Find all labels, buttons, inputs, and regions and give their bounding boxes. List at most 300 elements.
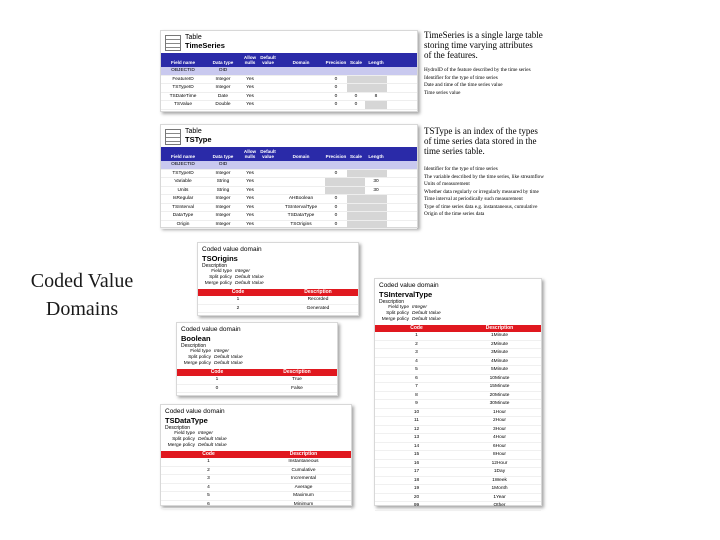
domain-value-row [375,485,541,494]
table-row [161,84,417,93]
description-cell: Cumulative [291,467,316,473]
description-heading-line: of the features. [424,50,478,60]
description-heading-line: time series table. [424,146,485,156]
property-value: Integer [412,305,427,310]
table-row [161,187,417,196]
property-value: Integer [214,349,229,354]
cell-precision: 0 [334,76,338,82]
table-row [161,161,417,170]
domain-property-merge-policy [177,361,337,367]
property-label: Merge policy [183,361,211,366]
cell-allow-nulls: Yes [246,187,254,193]
domain-value-row [375,366,541,375]
description-line: Units of measurement [424,181,470,187]
cell-allow-nulls: Yes [246,179,254,184]
cell-scale [347,204,365,212]
code-cell: 15 [413,452,420,457]
table-column-headers [161,53,417,67]
cell-default-value [259,93,277,101]
domain-value-row [375,417,541,426]
table-name: TimeSeries [185,41,225,50]
domain-value-row [375,400,541,409]
property-label: Split policy [209,275,232,280]
domain-value-row [375,460,541,469]
column-header-length: Length [368,60,384,65]
domain-value-row [375,341,541,350]
column-header-precision: Precision [325,60,347,65]
cell-default-value [259,212,277,220]
cell-length: 30 [373,187,379,193]
cell-precision: 0 [334,221,338,227]
domain-description-label: Description [181,343,207,349]
cell-scale: 0 [354,93,358,99]
table-row [161,101,417,110]
description-heading-line: storing time varying attributes [424,40,533,50]
table-card-timeseries [160,30,418,112]
description-cell: Maximum [293,493,314,498]
column-header-scale: Scale [349,154,362,159]
cell-length [365,212,387,220]
cell-precision: 0 [334,196,338,201]
property-label: Field type [190,349,211,354]
cell-default-value [259,221,277,229]
description-cell: Generated [306,305,330,311]
code-cell: 13 [413,435,420,440]
domain-value-row [375,451,541,460]
table-row [161,93,417,102]
domain-column-headers [375,325,541,332]
description-cell: 1Minute [490,333,509,338]
cell-data-type: Integer [215,213,231,218]
cell-default-value [259,187,277,195]
description-line: Time interval at periodically such measurement [424,196,523,202]
table-row [161,67,417,76]
cell-length [365,84,387,92]
table-kind: Table [185,128,202,135]
domain-card-tsdatatype [160,404,352,506]
cell-length: 8 [374,93,378,99]
property-value: Integer [235,269,250,274]
cell-field-name: TSTypeID [172,85,194,90]
code-cell: 2 [236,305,240,311]
domain-kind: Coded value domain [379,282,439,289]
table-row [161,170,417,179]
cell-scale [347,170,365,178]
column-header-description: Description [283,369,311,375]
domain-value-row [161,458,351,467]
table-name: TSType [185,135,212,144]
description-lines [424,166,564,219]
cell-scale [347,187,365,195]
column-header-description: Description [485,325,514,331]
cell-data-type: Double [215,102,231,107]
code-cell: 9 [415,401,418,406]
column-header-precision: Precision [325,154,347,159]
description-cell: 15Minute [489,384,510,389]
domain-description-label: Description [165,425,191,431]
cell-length [365,76,387,84]
cell-domain: TSOrigins [290,221,312,227]
cell-data-type: OID [218,68,228,73]
code-cell: 4 [207,484,210,490]
cell-length: 30 [373,179,379,184]
cell-allow-nulls: Yes [246,93,254,99]
description-cell: Recorded [307,297,329,302]
code-cell: 10 [413,409,420,415]
description-cell: 10Minute [489,375,510,381]
code-cell: 3 [207,476,210,481]
cell-field-name: TSValue [173,102,193,107]
table-icon [165,129,181,145]
cell-field-name: OBJECTID [171,68,195,73]
domain-value-row [375,426,541,435]
property-value: Default Value [235,275,264,280]
cell-domain: TSDataType [287,213,315,218]
cell-domain [277,76,325,84]
cell-allow-nulls: Yes [246,196,254,201]
description-line: Date and time of the time series value [424,82,503,88]
column-header-code: Code [231,289,245,295]
code-cell: 1 [215,377,219,382]
table-icon [165,35,181,51]
domain-value-row [177,376,337,385]
code-cell: 0 [215,385,219,391]
code-cell: 1 [415,333,418,338]
domain-value-row [375,494,541,503]
description-heading-line: TSType is an index of the types [424,126,538,136]
domain-value-row [375,468,541,477]
code-cell: 11 [414,418,419,423]
property-value: Default Value [198,443,227,448]
cell-scale [347,67,365,75]
cell-domain [277,93,325,101]
description-cell: 1Year [493,494,506,500]
table-row [161,178,417,187]
domain-property-merge-policy [161,443,351,449]
cell-domain [277,187,325,195]
cell-field-name: TSDateTime [169,93,197,99]
domain-value-row [375,392,541,401]
cell-precision: 0 [334,170,338,176]
table-row [161,221,417,230]
domain-kind: Coded value domain [202,246,262,253]
cell-field-name: Units [177,187,189,193]
column-header-default-value: Default value [260,55,276,65]
cell-default-value [259,84,277,92]
table-body [161,67,417,110]
description-cell: 12Hour [491,460,508,466]
domain-value-row [375,332,541,341]
code-cell: 5 [415,367,418,372]
domain-value-row [375,383,541,392]
description-cell: 3Hour [492,426,507,432]
domain-value-row [375,477,541,486]
code-cell: 14 [413,443,420,449]
table-row [161,195,417,204]
cell-field-name: DataType [172,213,194,218]
code-cell: 4 [415,358,418,364]
description-line: HydroID of the feature described by the time series [424,67,531,73]
column-header-code: Code [210,369,224,375]
cell-domain [277,161,325,169]
domain-value-row [177,385,337,394]
column-header-code: Code [202,451,215,457]
cell-scale [347,76,365,84]
cell-precision [325,178,347,186]
column-header-domain: Domain [292,154,310,159]
domain-value-row [161,501,351,510]
column-header-description: Description [304,289,332,295]
column-header-length: Length [368,154,384,159]
property-value: Default Value [412,317,441,322]
property-value: Default Value [214,355,243,360]
property-label: Merge policy [204,281,232,286]
cell-length [365,170,387,178]
cell-scale [347,195,365,203]
cell-allow-nulls: Yes [246,213,254,218]
description-cell: 4Hour [492,435,507,440]
domain-value-row [198,296,358,305]
property-label: Field type [211,269,232,274]
side-title [12,267,152,323]
cell-field-name: TSInterval [172,204,194,210]
domain-value-row [161,467,351,476]
code-cell: 12 [413,426,420,432]
code-cell: 2 [207,467,210,473]
description-cell: 20Minute [489,392,510,398]
cell-data-type: Integer [215,221,231,227]
domain-name: Boolean [181,334,211,343]
description-line: Identifier for the type of time series [424,74,498,81]
side-title-line-1: Coded Value [30,270,134,292]
column-header-code: Code [410,325,423,331]
description-cell: 2Minute [490,341,509,347]
cell-data-type: String [216,179,230,184]
code-cell: 8 [415,392,418,398]
description-cell: 1Month [491,486,508,491]
cell-scale [347,212,365,220]
domain-kind: Coded value domain [165,408,225,415]
cell-domain [277,67,325,75]
column-header-scale: Scale [349,60,362,65]
domain-description-label: Description [379,299,405,305]
column-header-data-type: Data type [212,60,234,65]
domain-card-boolean [176,322,338,396]
column-header-description: Description [289,451,318,457]
description-cell: False [291,385,303,391]
domain-value-row [375,349,541,358]
description-cell: 1Day [493,469,506,474]
code-cell: 19 [413,486,420,491]
cell-default-value [259,161,277,169]
code-cell: 1 [207,459,210,464]
code-cell: 18 [413,477,420,483]
cell-allow-nulls [241,161,259,169]
domain-name: TSIntervalType [379,290,433,299]
domain-column-headers [161,451,351,458]
column-header-allow-nulls: Allow nulls [243,55,257,65]
column-header-data-type: Data type [212,154,234,159]
column-header-allow-nulls: Allow nulls [243,149,257,159]
code-cell: 7 [415,384,418,389]
cell-allow-nulls: Yes [246,221,254,227]
cell-precision: 0 [334,102,338,107]
cell-domain [277,101,325,109]
cell-domain [277,84,325,92]
description-line: Origin of the time series data [424,211,485,217]
cell-allow-nulls: Yes [246,102,254,107]
description-cell: 5Minute [490,367,509,372]
cell-domain: AHBoolean [288,196,314,201]
code-cell: 6 [415,375,418,381]
code-cell: 17 [413,469,420,474]
property-label: Split policy [188,355,211,360]
cell-field-name: Variable [174,179,192,184]
timeseries-description [424,30,564,97]
domain-name: TSDataType [165,416,208,425]
description-heading [424,126,564,156]
cell-scale [347,178,365,186]
domain-value-row [161,492,351,501]
description-line: The variable described by the time series, like streamflow [424,173,544,180]
description-heading-line: of time series data stored in the [424,136,537,146]
cell-allow-nulls: Yes [246,76,254,82]
domain-card-tsorigins [197,242,359,316]
description-cell: 6Hour [492,443,507,449]
cell-default-value [259,76,277,84]
domain-value-row [161,484,351,493]
table-row [161,76,417,85]
property-value: Default Value [214,361,243,366]
cell-default-value [259,204,277,212]
cell-allow-nulls [241,67,259,75]
description-cell: Minimum [293,501,314,507]
domain-value-row [375,358,541,367]
column-header-field-name: Field name [171,154,195,159]
domain-value-row [375,434,541,443]
description-heading-line: TimeSeries is a single large table [424,30,543,40]
cell-field-name: Origin [176,221,190,227]
cell-field-name: TSTypeID [172,170,194,176]
cell-domain: TSIntervalType [284,204,318,210]
code-cell: 5 [207,493,210,498]
table-header [161,125,417,147]
table-body [161,161,417,229]
cell-length [365,101,387,109]
cell-data-type: String [216,187,230,193]
description-cell: 2Hour [492,418,507,423]
description-cell: 3Minute [490,350,509,355]
cell-precision: 0 [334,204,338,210]
domain-name: TSOrigins [202,254,238,263]
cell-scale: 0 [354,102,358,107]
cell-scale [347,221,365,229]
table-kind: Table [185,34,202,41]
code-cell: 2 [415,341,418,347]
domain-value-row [375,502,541,511]
cell-length [365,221,387,229]
description-cell: 30Minute [489,401,510,406]
cell-domain [277,178,325,186]
code-cell: 1 [236,297,240,302]
cell-length [365,161,387,169]
description-heading [424,30,564,60]
property-value: Default Value [198,437,227,442]
cell-field-name: FeatureID [172,76,194,82]
cell-allow-nulls: Yes [246,204,254,210]
code-cell: 3 [415,350,418,355]
domain-value-row [161,475,351,484]
domain-value-row [375,443,541,452]
cell-precision [325,187,347,195]
description-line: Type of time series data e.g. instantaneous, cumulative [424,203,538,210]
description-cell: Average [294,484,313,490]
cell-scale [347,84,365,92]
property-value: Default Value [412,311,441,316]
code-cell: 16 [413,460,420,466]
domain-column-headers [177,369,337,376]
description-line: Identifier for the type of time series [424,166,498,172]
code-cell: 6 [207,501,210,507]
cell-data-type: Integer [215,196,231,201]
domain-card-tsintervaltype [374,278,542,506]
cell-data-type: OID [218,162,228,167]
domain-value-row [198,305,358,314]
description-cell: Instantaneous [288,459,319,464]
cell-precision [325,67,347,75]
description-line: Time series value [424,89,461,96]
property-value: Default Value [235,281,264,286]
cell-default-value [259,67,277,75]
description-cell: 8Hour [492,452,507,457]
cell-data-type: Integer [215,170,231,176]
domain-value-row [375,409,541,418]
side-title-line-2: Domains [45,298,119,320]
cell-default-value [259,170,277,178]
cell-length [365,195,387,203]
domain-property-merge-policy [375,317,541,323]
cell-default-value [259,178,277,186]
cell-precision [325,161,347,169]
cell-field-name: IsRegular [172,196,194,201]
description-cell: Incremental [290,476,317,481]
property-label: Split policy [172,437,195,442]
property-label: Field type [388,305,409,310]
cell-precision: 0 [334,85,338,90]
description-cell: 1Week [492,477,507,483]
description-cell: 4Minute [490,358,509,364]
column-header-domain: Domain [292,60,310,65]
cell-data-type: Integer [215,85,231,90]
cell-default-value [259,195,277,203]
description-cell: True [292,377,302,382]
description-line: Whether data regularly or irregularly measured by time [424,188,539,195]
code-cell: 20 [413,494,420,500]
cell-scale [347,161,365,169]
cell-precision: 0 [334,213,338,218]
cell-allow-nulls: Yes [246,85,254,90]
domain-property-merge-policy [198,281,358,287]
property-label: Split policy [386,311,409,316]
code-cell: 99 [413,503,420,508]
column-header-field-name: Field name [171,60,195,65]
cell-length [365,67,387,75]
property-label: Merge policy [167,443,195,448]
cell-length [365,204,387,212]
domain-description-label: Description [202,263,228,269]
cell-data-type: Date [217,93,229,99]
cell-data-type: Integer [215,204,231,210]
